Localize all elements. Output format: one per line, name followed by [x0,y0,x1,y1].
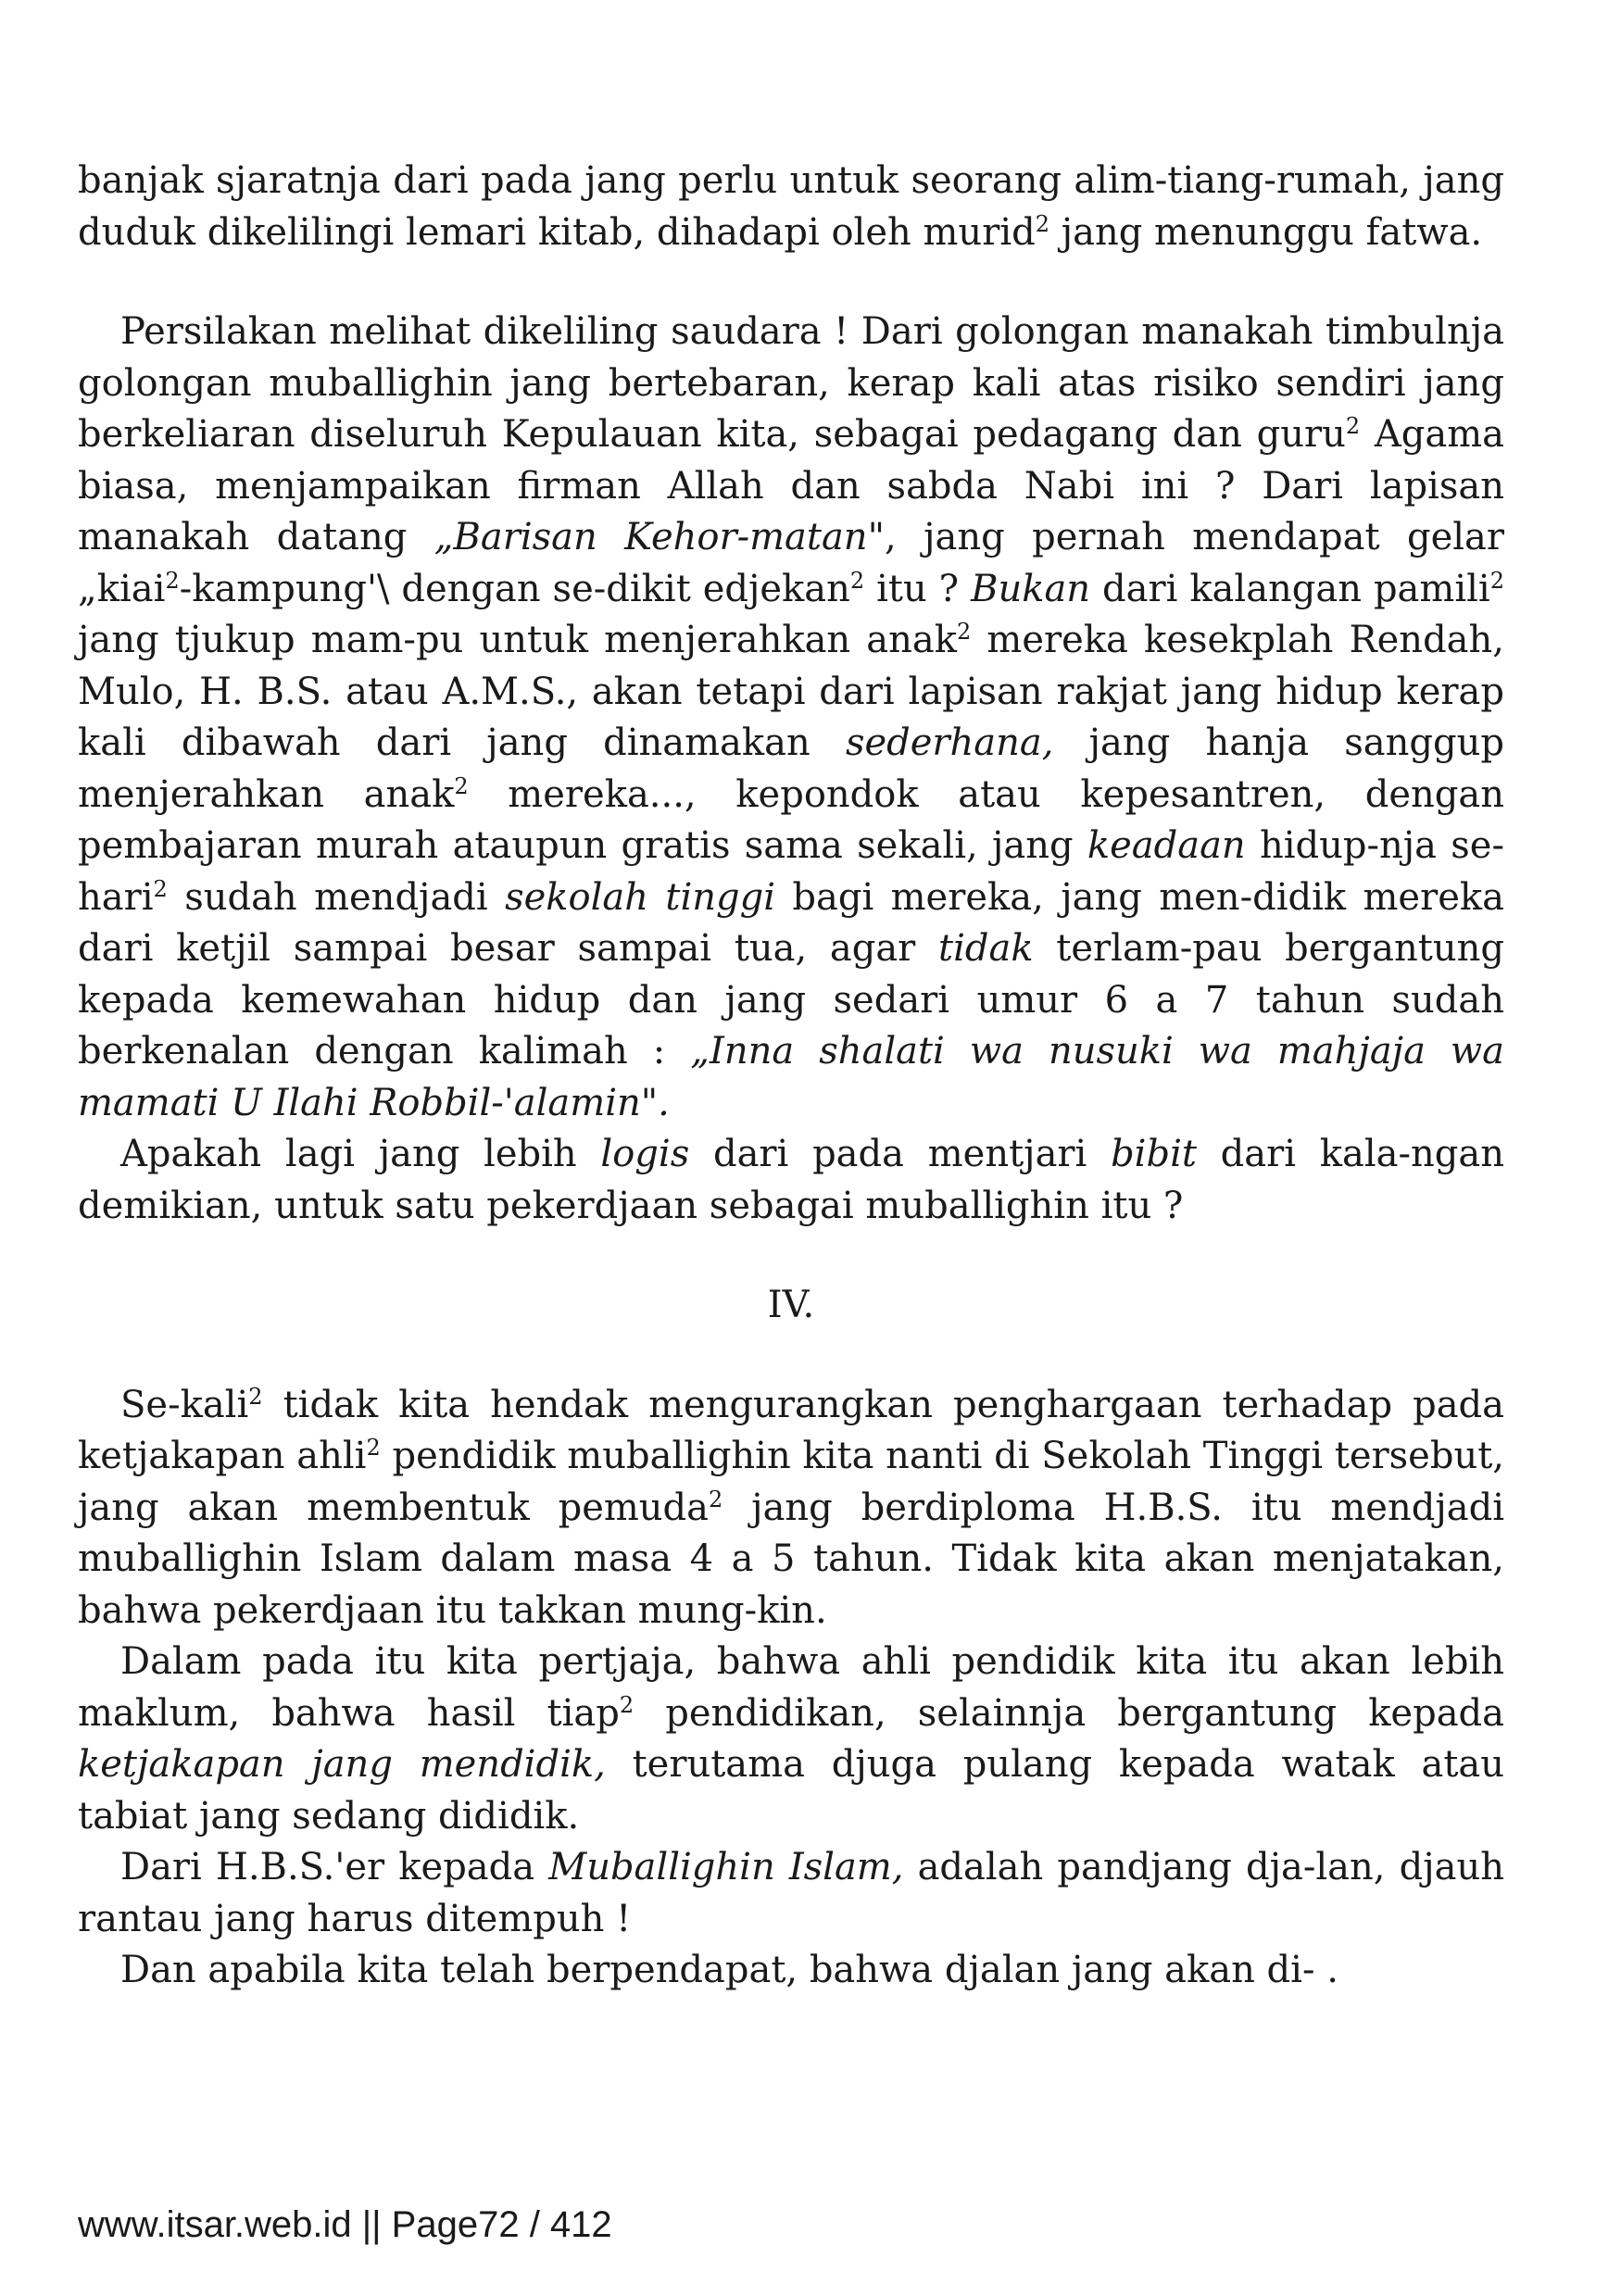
page-footer: www.itsar.web.id || Page72 / 412 [78,2204,612,2245]
text-run: Se-kali [120,1383,249,1426]
text-run: terlam-pau bergantung kepada kemewahan hidup dan jang sedari umur 6 a 7 tahun sudah berkenalan dengan kalimah : [78,927,1504,1073]
paragraph [78,307,1504,1129]
text-run: dari kala-ngan demikian, untuk satu pekerdjaan sebagai muballighin itu ? [78,1133,1504,1227]
italic-text: keadaan [1087,824,1246,867]
section-heading: IV. [767,1284,815,1326]
text-run: bagi mereka, jang men-didik mereka dari ketjil sampai besar sampai tua, agar [78,875,1504,970]
text-run: tidak kita hendak mengurangkan penghargaan terhadap pada ketjakapan ahli [78,1383,1504,1477]
superscript-mark: 2 [1489,567,1504,594]
text-run: Dari H.B.S.'er kepada [120,1846,549,1888]
text-run: hidup-nja se-hari [78,824,1504,919]
superscript-mark: 2 [849,567,865,594]
text-run: jang berdiploma H.B.S. itu mendjadi muballighin Islam dalam masa 4 a 5 tahun. Tidak kita akan menjatakan, bahwa pekerdjaan itu takkan mung-kin. [78,1486,1504,1632]
text-run: mereka kesekplah Rendah, Mulo, H. B.S. atau A.M.S., akan tetapi dari lapisan rakjat jang hidup kerap kali dibawah dari jang dinamakan [78,619,1504,764]
text-run: jang tjukup mam-pu untuk menjerahkan anak [78,619,958,661]
text-run: adalah pandjang dja-lan, djauh rantau jang harus ditempuh ! [78,1846,1504,1940]
text-run: dari pada mentjari [689,1133,1112,1175]
text-run: dari kalangan pamili [1090,567,1490,610]
italic-text: sekolah tinggi [505,875,776,919]
text-run: jang hanja sanggup menjerahkan anak [78,721,1504,816]
italic-text: sederhana, [845,721,1054,764]
italic-text: ketjakapan jang mendidik, [78,1743,606,1786]
text-run: mereka..., kepondok atau kepesantren, dengan pembajaran murah ataupun gratis sama sekali, jang [78,772,1504,867]
paragraph [78,1637,1504,1842]
superscript-mark: 2 [248,1383,263,1410]
paragraph [78,1129,1504,1232]
paragraph [78,1380,1504,1637]
italic-text: logis [600,1133,690,1175]
text-run: -kampung'\ dengan se-dikit edjekan [179,567,850,610]
paragraph [78,156,1504,258]
text-run: terutama djuga pulang kepada watak atau tabiat jang sedang dididik. [78,1743,1504,1838]
italic-text: Bukan [971,567,1091,610]
paragraph-gap [78,258,1504,307]
italic-text: „Inna shalati wa nusuki wa mahjaja wa mamati U Ilahi Robbil-'alamin". [78,1030,1505,1124]
text-run: pendidik muballighin kita nanti di Sekolah Tinggi tersebut, jang akan membentuk pemuda [78,1435,1504,1529]
superscript-mark: 2 [957,619,972,645]
superscript-mark: 2 [1035,210,1049,237]
text-run: Agama biasa, menjampaikan firman Allah dan sabda Nabi ini ? Dari lapisan manakah datang [78,413,1504,558]
superscript-mark: 2 [1345,413,1361,439]
text-run: pendidikan, selainnja bergantung kepada [634,1691,1505,1735]
superscript-mark: 2 [709,1486,723,1512]
italic-text: „Barisan Kehor-matan" [434,516,885,558]
italic-text: tidak [938,927,1034,970]
superscript-mark: 2 [454,772,469,799]
text-run: sudah mendjadi [167,875,506,919]
superscript-mark: 2 [153,875,168,902]
paragraph [78,1842,1504,1945]
superscript-mark: 2 [619,1691,635,1718]
text-run: banjak sjaratnja dari pada jang perlu untuk seorang alim-tiang-rumah, jang duduk dikelilingi lemari kitab, dihadapi oleh murid [78,159,1504,254]
superscript-mark: 2 [165,567,180,594]
text-run: , jang pernah mendapat gelar „kiai [78,516,1505,610]
text-run: Dalam pada itu kita pertjaja, bahwa ahli pendidik kita itu akan lebih maklum, bahwa hasil tiap [78,1640,1504,1735]
text-run: itu ? [864,567,972,610]
text-run: jang menunggu fatwa. [1049,210,1483,254]
text-run: Apakah lagi jang lebih [120,1133,601,1175]
text-run: Dan apabila kita telah berpendapat, bahwa djalan jang akan di- . [120,1949,1338,1991]
italic-text: bibit [1111,1133,1197,1175]
italic-text: Muballighin Islam, [548,1846,904,1888]
superscript-mark: 2 [366,1435,381,1461]
text-run: Persilakan melihat dikeliling saudara ! Dari golongan manakah timbulnja golongan muballighin jang bertebaran, kerap kali atas risiko sendiri jang berkeliaran diseluruh Kepulauan kita, sebagai pedagang dan guru [78,310,1504,456]
page-body [78,156,1504,1997]
paragraph [78,1945,1504,1997]
